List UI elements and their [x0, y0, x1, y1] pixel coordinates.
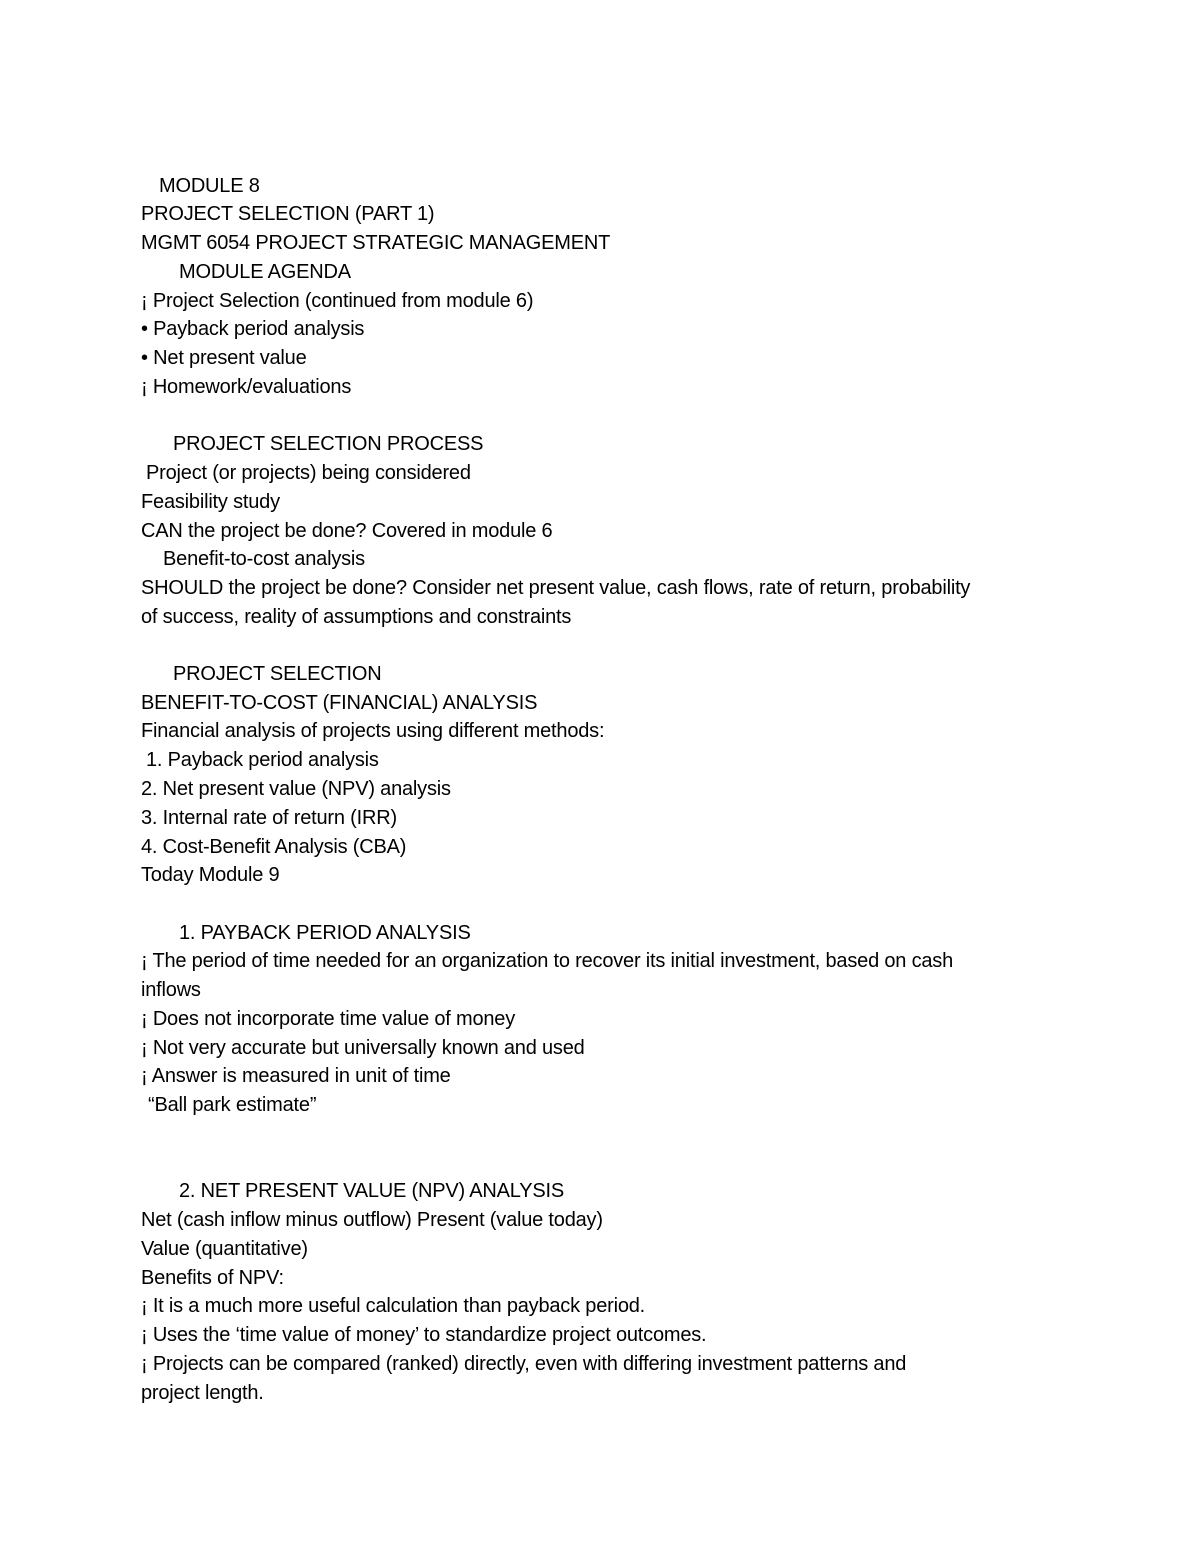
numbered-item: 2. Net present value (NPV) analysis [141, 778, 451, 800]
paragraph-line: Benefit-to-cost analysis [163, 548, 365, 570]
paragraph-line: Benefits of NPV: [141, 1267, 284, 1289]
bullet-item: ¡ Uses the ‘time value of money’ to standardize project outcomes. [141, 1324, 707, 1346]
bullet-item: ¡ Projects can be compared (ranked) directly, even with differing investment patterns and [141, 1353, 907, 1375]
section-heading: 2. NET PRESENT VALUE (NPV) ANALYSIS [179, 1180, 564, 1202]
numbered-item: 1. Payback period analysis [146, 749, 379, 771]
module-title: PROJECT SELECTION (PART 1) [141, 203, 435, 225]
module-number: MODULE 8 [159, 175, 260, 197]
agenda-subitem: • Payback period analysis [141, 318, 365, 340]
agenda-subitem: • Net present value [141, 347, 307, 369]
course-title: MGMT 6054 PROJECT STRATEGIC MANAGEMENT [141, 232, 611, 254]
bullet-item: ¡ The period of time needed for an organization to recover its initial investment, based on cash [141, 950, 954, 972]
bullet-item-continued: inflows [141, 979, 201, 1001]
paragraph-line: Value (quantitative) [141, 1238, 308, 1260]
bullet-item: ¡ Not very accurate but universally known and used [141, 1037, 585, 1059]
bullet-item: ¡ It is a much more useful calculation than payback period. [141, 1295, 646, 1317]
paragraph-line: Net (cash inflow minus outflow) Present (value today) [141, 1209, 603, 1231]
section-heading: PROJECT SELECTION [173, 663, 382, 685]
paragraph-line: Today Module 9 [141, 864, 280, 886]
numbered-item: 3. Internal rate of return (IRR) [141, 807, 397, 829]
section-heading: 1. PAYBACK PERIOD ANALYSIS [179, 922, 471, 944]
bullet-item: ¡ Does not incorporate time value of money [141, 1008, 516, 1030]
agenda-heading: MODULE AGENDA [179, 261, 351, 283]
paragraph-line: Feasibility study [141, 491, 280, 513]
bullet-item: ¡ Answer is measured in unit of time [141, 1065, 451, 1087]
bullet-item-continued: project length. [141, 1382, 264, 1404]
paragraph-line: CAN the project be done? Covered in module 6 [141, 520, 553, 542]
agenda-item: ¡ Homework/evaluations [141, 376, 352, 398]
paragraph-line: SHOULD the project be done? Consider net present value, cash flows, rate of return, probability [141, 577, 971, 599]
quoted-phrase: “Ball park estimate” [148, 1094, 317, 1116]
paragraph-line: Financial analysis of projects using different methods: [141, 720, 605, 742]
numbered-item: 4. Cost-Benefit Analysis (CBA) [141, 836, 407, 858]
paragraph-line: Project (or projects) being considered [146, 462, 471, 484]
agenda-item: ¡ Project Selection (continued from module 6) [141, 290, 534, 312]
subsection-heading: BENEFIT-TO-COST (FINANCIAL) ANALYSIS [141, 692, 538, 714]
paragraph-line: of success, reality of assumptions and constraints [141, 606, 572, 628]
section-heading: PROJECT SELECTION PROCESS [173, 433, 484, 455]
